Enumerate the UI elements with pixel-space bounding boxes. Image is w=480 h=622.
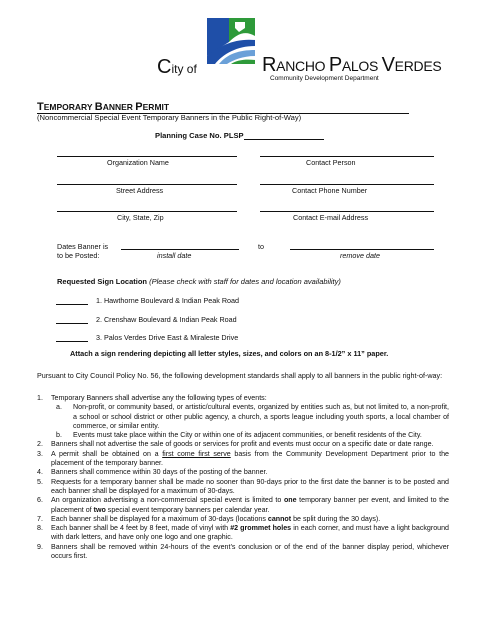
location-option[interactable]: 2. Crenshaw Boulevard & Indian Peak Road [56, 315, 237, 324]
email-line[interactable] [260, 211, 434, 212]
form-title: TEMPORARY BANNER PERMIT [37, 101, 409, 114]
location-option[interactable]: 1. Hawthorne Boulevard & Indian Peak Road [56, 296, 239, 305]
list-item: 3. A permit shall be obtained on a first come first serve basis from the Community Development Department prior to the placement of the temporary banner. [37, 449, 449, 468]
street-line[interactable] [57, 184, 237, 185]
city-state-zip-label: City, State, Zip [117, 213, 164, 222]
list-item: a. Non-profit, or community based, or artistic/cultural events, organized by entities such as, but not limited to, a non-profit, a school or school district or other public agency, a church, a sports league including youth sports, a local chamber of commerce, or similar entity. [56, 403, 449, 430]
list-item: 9. Banners shall be removed within 24-hours of the event’s conclusion or of the end of the banner display period, whichever occurs first. [37, 542, 449, 561]
list-item: 2. Banners shall not advertise the sale of goods or services for profit and events must occur on a specific date or date range. [37, 440, 434, 449]
phone-label: Contact Phone Number [292, 186, 368, 195]
dates-label-2: to be Posted: [57, 251, 100, 260]
org-name-line[interactable] [57, 156, 237, 157]
planning-case-blank[interactable] [244, 131, 324, 140]
form-subtitle: (Noncommercial Special Event Temporary Banners in the Public Right-of-Way) [37, 113, 302, 122]
street-label: Street Address [116, 186, 164, 195]
install-date-line[interactable] [121, 249, 239, 250]
standards-intro: Pursuant to City Council Policy No. 56, the following development standards shall apply to all banners in the public right-of-way: [37, 371, 443, 380]
install-date-label: install date [157, 251, 192, 260]
to-label: to [258, 242, 264, 251]
remove-date-label: remove date [340, 251, 380, 260]
location-option[interactable]: 3. Palos Verdes Drive East & Miraleste Drive [56, 333, 238, 342]
location-check-blank[interactable] [56, 316, 88, 324]
list-item: 5. Requests for a temporary banner shall be made no sooner than 90-days prior to the first date the banner is to be posted and each banner shall be displayed for a maximum of 30-days. [37, 477, 449, 495]
dates-label: Dates Banner is [57, 242, 109, 251]
planning-case-field[interactable]: Planning Case No. PLSP [155, 131, 324, 140]
phone-line[interactable] [260, 184, 434, 185]
remove-date-line[interactable] [290, 249, 434, 250]
org-name-label: Organization Name [107, 158, 169, 167]
city-name-wordmark: RANCHO PALOS VERDES [262, 54, 442, 76]
list-item: 8. Each banner shall be 4 feet by 8 feet, made of vinyl with #2 grommet holes in each corner, and must have a light background with dark letters, and have only one logo and one graphic. [37, 524, 450, 542]
attach-note: Attach a sign rendering depicting all letter styles, sizes, and colors on an 8-1/2” x 11” paper. [70, 349, 389, 358]
list-item: 7. Each banner shall be displayed for a maximum of 30-days (locations cannot be split during the 30 days). [37, 514, 381, 523]
email-label: Contact E-mail Address [293, 213, 369, 222]
list-item: 4. Banners shall commence within 30 days of the posting of the banner. [37, 468, 268, 477]
city-state-zip-line[interactable] [57, 211, 237, 212]
department-name: Community Development Department [270, 75, 379, 82]
standards-list [37, 394, 449, 561]
contact-person-label: Contact Person [306, 158, 356, 167]
location-check-blank[interactable] [56, 297, 88, 305]
contact-person-line[interactable] [260, 156, 434, 157]
location-check-blank[interactable] [56, 334, 88, 342]
location-heading: Requested Sign Location (Please check with staff for dates and location availability) [57, 277, 341, 286]
list-item: 1. Temporary Banners shall advertise any the following types of events: [37, 394, 267, 402]
list-item: b. Events must take place within the City or within one of its adjacent communities, or benefit residents of the City. [56, 431, 422, 440]
city-of-wordmark: City of [157, 56, 197, 78]
city-logo-icon [205, 16, 257, 66]
list-item: 6. An organization advertising a non-commercial special event is limited to one temporary banner per event, and limited to the placement of two special event temporary banners per calendar year. [37, 496, 450, 514]
